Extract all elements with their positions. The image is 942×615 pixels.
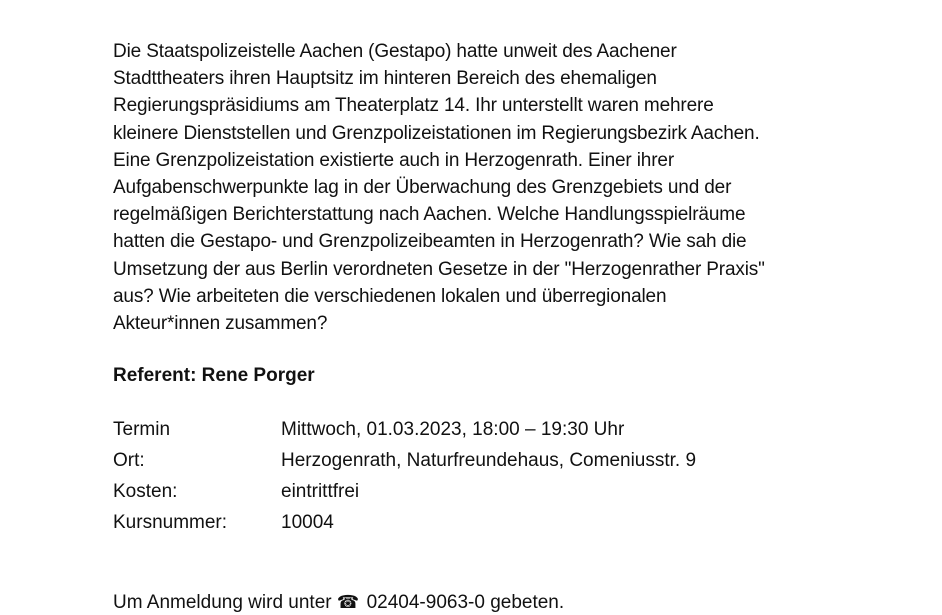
ort-label: Ort:: [113, 450, 145, 471]
kosten-label: Kosten:: [113, 481, 178, 502]
description-line: Die Staatspolizeistelle Aachen (Gestapo) hatte unweit des Aachener: [113, 41, 677, 62]
description-line: Regierungspräsidiums am Theaterplatz 14. Ihr unterstellt waren mehrere: [113, 95, 714, 117]
description-line: hatten die Gestapo- und Grenzpolizeibeamten in Herzogenrath? Wie sah die: [113, 231, 747, 253]
description-paragraph: [113, 38, 873, 337]
description-line: Stadttheaters ihren Hauptsitz im hinteren Bereich des ehemaligen: [113, 68, 657, 90]
description-line: Akteur*innen zusammen?: [113, 313, 328, 335]
info-row-termin: [113, 418, 696, 449]
signup-note: [113, 591, 564, 615]
description-line: regelmäßigen Berichterstattung nach Aachen. Welche Handlungsspielräume: [113, 204, 746, 226]
phone-icon: ☎: [336, 592, 360, 613]
signup-prefix: Um Anmeldung wird unter: [113, 592, 332, 613]
info-row-ort: [113, 449, 696, 480]
termin-label: Termin: [113, 419, 171, 440]
description-line: kleinere Dienststellen und Grenzpolizeistationen im Regierungsbezirk Aachen.: [113, 122, 760, 144]
info-row-kursnummer: [113, 511, 696, 542]
kursnummer-value: 10004: [281, 512, 334, 533]
ort-value: Herzogenrath, Naturfreundehaus, Comeniusstr. 9: [281, 450, 697, 471]
document-page: [113, 38, 873, 613]
event-info-table: [113, 418, 696, 542]
description-line: Aufgabenschwerpunkte lag in der Überwachung des Grenzgebiets und der: [113, 177, 732, 199]
signup-phone-number: 02404-9063-0 gebeten.: [366, 592, 565, 613]
termin-value: Mittwoch, 01.03.2023, 18:00 – 19:30 Uhr: [281, 419, 625, 440]
info-row-kosten: [113, 480, 696, 511]
description-line: Eine Grenzpolizeistation existierte auch in Herzogenrath. Einer ihrer: [113, 149, 674, 171]
description-line: Umsetzung der aus Berlin verordneten Gesetze in der "Herzogenrather Praxis": [113, 258, 765, 280]
kursnummer-label: Kursnummer:: [113, 512, 228, 533]
kosten-value: eintrittfrei: [281, 481, 360, 502]
description-line: aus? Wie arbeiteten die verschiedenen lokalen und überregionalen: [113, 285, 667, 307]
referent-heading: Referent: Rene Porger: [113, 365, 315, 386]
